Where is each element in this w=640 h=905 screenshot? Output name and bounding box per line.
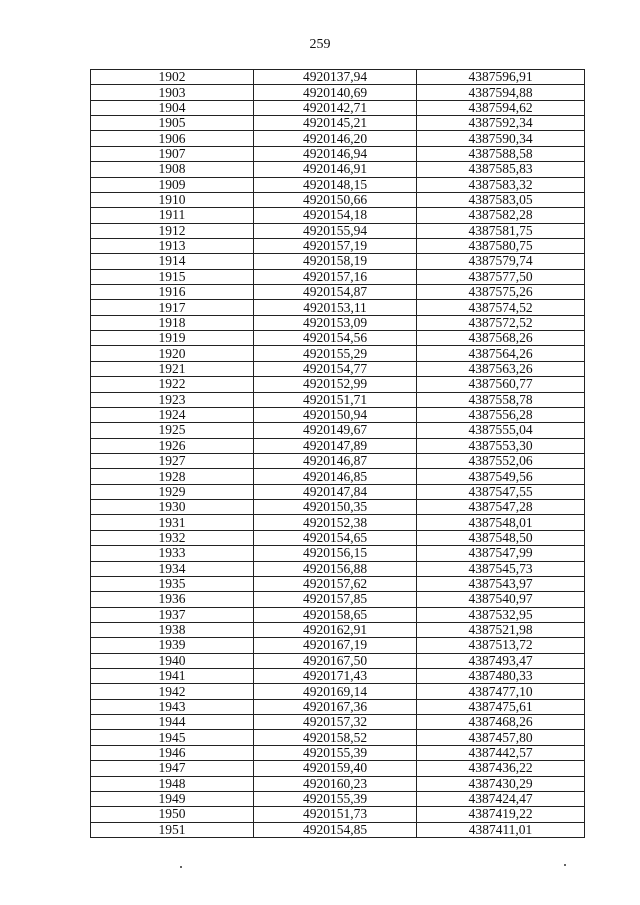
x-coordinate-cell: 4920154,65: [254, 530, 417, 545]
y-coordinate-cell: 4387549,56: [417, 469, 585, 484]
table-row: [91, 684, 585, 699]
scan-dot-mark: [180, 866, 182, 868]
table-row: [91, 85, 585, 100]
table-row: [91, 776, 585, 791]
x-coordinate-cell: 4920150,35: [254, 500, 417, 515]
point-number-cell: 1929: [91, 484, 254, 499]
y-coordinate-cell: 4387547,55: [417, 484, 585, 499]
point-number-cell: 1951: [91, 822, 254, 837]
table-row: [91, 469, 585, 484]
point-number-cell: 1945: [91, 730, 254, 745]
y-coordinate-cell: 4387558,78: [417, 392, 585, 407]
table-row: [91, 699, 585, 714]
table-row: [91, 315, 585, 330]
x-coordinate-cell: 4920159,40: [254, 761, 417, 776]
x-coordinate-cell: 4920149,67: [254, 423, 417, 438]
point-number-cell: 1916: [91, 285, 254, 300]
point-number-cell: 1931: [91, 515, 254, 530]
x-coordinate-cell: 4920155,29: [254, 346, 417, 361]
y-coordinate-cell: 4387547,28: [417, 500, 585, 515]
table-row: [91, 453, 585, 468]
x-coordinate-cell: 4920157,32: [254, 715, 417, 730]
point-number-cell: 1909: [91, 177, 254, 192]
y-coordinate-cell: 4387563,26: [417, 361, 585, 376]
point-number-cell: 1906: [91, 131, 254, 146]
y-coordinate-cell: 4387592,34: [417, 116, 585, 131]
y-coordinate-cell: 4387493,47: [417, 653, 585, 668]
x-coordinate-cell: 4920154,87: [254, 285, 417, 300]
y-coordinate-cell: 4387411,01: [417, 822, 585, 837]
y-coordinate-cell: 4387582,28: [417, 208, 585, 223]
y-coordinate-cell: 4387532,95: [417, 607, 585, 622]
coordinates-table: [90, 69, 585, 838]
y-coordinate-cell: 4387548,01: [417, 515, 585, 530]
x-coordinate-cell: 4920157,19: [254, 238, 417, 253]
y-coordinate-cell: 4387436,22: [417, 761, 585, 776]
point-number-cell: 1927: [91, 453, 254, 468]
x-coordinate-cell: 4920151,71: [254, 392, 417, 407]
point-number-cell: 1907: [91, 146, 254, 161]
table-row: [91, 70, 585, 85]
y-coordinate-cell: 4387564,26: [417, 346, 585, 361]
x-coordinate-cell: 4920150,94: [254, 407, 417, 422]
point-number-cell: 1911: [91, 208, 254, 223]
point-number-cell: 1904: [91, 100, 254, 115]
y-coordinate-cell: 4387594,88: [417, 85, 585, 100]
point-number-cell: 1933: [91, 546, 254, 561]
table-row: [91, 500, 585, 515]
x-coordinate-cell: 4920158,65: [254, 607, 417, 622]
point-number-cell: 1921: [91, 361, 254, 376]
point-number-cell: 1910: [91, 192, 254, 207]
y-coordinate-cell: 4387540,97: [417, 592, 585, 607]
x-coordinate-cell: 4920150,66: [254, 192, 417, 207]
point-number-cell: 1903: [91, 85, 254, 100]
table-row: [91, 484, 585, 499]
table-row: [91, 100, 585, 115]
table-row: [91, 254, 585, 269]
point-number-cell: 1942: [91, 684, 254, 699]
x-coordinate-cell: 4920146,85: [254, 469, 417, 484]
y-coordinate-cell: 4387552,06: [417, 453, 585, 468]
point-number-cell: 1915: [91, 269, 254, 284]
x-coordinate-cell: 4920157,62: [254, 576, 417, 591]
point-number-cell: 1928: [91, 469, 254, 484]
table-row: [91, 392, 585, 407]
y-coordinate-cell: 4387588,58: [417, 146, 585, 161]
point-number-cell: 1950: [91, 807, 254, 822]
x-coordinate-cell: 4920157,85: [254, 592, 417, 607]
table-row: [91, 162, 585, 177]
table-row: [91, 530, 585, 545]
y-coordinate-cell: 4387583,32: [417, 177, 585, 192]
y-coordinate-cell: 4387555,04: [417, 423, 585, 438]
table-row: [91, 592, 585, 607]
table-row: [91, 546, 585, 561]
x-coordinate-cell: 4920146,87: [254, 453, 417, 468]
point-number-cell: 1905: [91, 116, 254, 131]
table-row: [91, 638, 585, 653]
point-number-cell: 1918: [91, 315, 254, 330]
point-number-cell: 1947: [91, 761, 254, 776]
point-number-cell: 1925: [91, 423, 254, 438]
y-coordinate-cell: 4387513,72: [417, 638, 585, 653]
x-coordinate-cell: 4920153,09: [254, 315, 417, 330]
point-number-cell: 1937: [91, 607, 254, 622]
x-coordinate-cell: 4920146,91: [254, 162, 417, 177]
point-number-cell: 1935: [91, 576, 254, 591]
x-coordinate-cell: 4920152,99: [254, 377, 417, 392]
point-number-cell: 1943: [91, 699, 254, 714]
y-coordinate-cell: 4387547,99: [417, 546, 585, 561]
table-row: [91, 192, 585, 207]
x-coordinate-cell: 4920154,18: [254, 208, 417, 223]
y-coordinate-cell: 4387579,74: [417, 254, 585, 269]
point-number-cell: 1932: [91, 530, 254, 545]
table-row: [91, 730, 585, 745]
x-coordinate-cell: 4920145,21: [254, 116, 417, 131]
y-coordinate-cell: 4387477,10: [417, 684, 585, 699]
x-coordinate-cell: 4920146,94: [254, 146, 417, 161]
point-number-cell: 1941: [91, 669, 254, 684]
y-coordinate-cell: 4387480,33: [417, 669, 585, 684]
y-coordinate-cell: 4387585,83: [417, 162, 585, 177]
table-row: [91, 146, 585, 161]
table-row: [91, 177, 585, 192]
y-coordinate-cell: 4387590,34: [417, 131, 585, 146]
x-coordinate-cell: 4920147,84: [254, 484, 417, 499]
x-coordinate-cell: 4920155,94: [254, 223, 417, 238]
point-number-cell: 1946: [91, 745, 254, 760]
point-number-cell: 1939: [91, 638, 254, 653]
table-row: [91, 607, 585, 622]
point-number-cell: 1938: [91, 622, 254, 637]
x-coordinate-cell: 4920171,43: [254, 669, 417, 684]
y-coordinate-cell: 4387475,61: [417, 699, 585, 714]
table-row: [91, 561, 585, 576]
point-number-cell: 1936: [91, 592, 254, 607]
x-coordinate-cell: 4920156,88: [254, 561, 417, 576]
table-row: [91, 653, 585, 668]
y-coordinate-cell: 4387419,22: [417, 807, 585, 822]
x-coordinate-cell: 4920158,19: [254, 254, 417, 269]
table-row: [91, 669, 585, 684]
table-row: [91, 238, 585, 253]
table-row: [91, 622, 585, 637]
x-coordinate-cell: 4920167,36: [254, 699, 417, 714]
point-number-cell: 1908: [91, 162, 254, 177]
table-row: [91, 761, 585, 776]
x-coordinate-cell: 4920160,23: [254, 776, 417, 791]
point-number-cell: 1940: [91, 653, 254, 668]
y-coordinate-cell: 4387583,05: [417, 192, 585, 207]
x-coordinate-cell: 4920156,15: [254, 546, 417, 561]
x-coordinate-cell: 4920158,52: [254, 730, 417, 745]
y-coordinate-cell: 4387430,29: [417, 776, 585, 791]
y-coordinate-cell: 4387424,47: [417, 791, 585, 806]
table-row: [91, 116, 585, 131]
y-coordinate-cell: 4387594,62: [417, 100, 585, 115]
y-coordinate-cell: 4387548,50: [417, 530, 585, 545]
x-coordinate-cell: 4920152,38: [254, 515, 417, 530]
point-number-cell: 1924: [91, 407, 254, 422]
y-coordinate-cell: 4387574,52: [417, 300, 585, 315]
table-row: [91, 361, 585, 376]
x-coordinate-cell: 4920155,39: [254, 791, 417, 806]
x-coordinate-cell: 4920154,77: [254, 361, 417, 376]
y-coordinate-cell: 4387556,28: [417, 407, 585, 422]
point-number-cell: 1913: [91, 238, 254, 253]
point-number-cell: 1914: [91, 254, 254, 269]
y-coordinate-cell: 4387568,26: [417, 331, 585, 346]
x-coordinate-cell: 4920142,71: [254, 100, 417, 115]
y-coordinate-cell: 4387575,26: [417, 285, 585, 300]
y-coordinate-cell: 4387596,91: [417, 70, 585, 85]
x-coordinate-cell: 4920162,91: [254, 622, 417, 637]
table-row: [91, 269, 585, 284]
point-number-cell: 1902: [91, 70, 254, 85]
x-coordinate-cell: 4920154,56: [254, 331, 417, 346]
y-coordinate-cell: 4387580,75: [417, 238, 585, 253]
table-row: [91, 822, 585, 837]
table-row: [91, 377, 585, 392]
point-number-cell: 1948: [91, 776, 254, 791]
table-row: [91, 745, 585, 760]
x-coordinate-cell: 4920169,14: [254, 684, 417, 699]
x-coordinate-cell: 4920167,19: [254, 638, 417, 653]
point-number-cell: 1930: [91, 500, 254, 515]
y-coordinate-cell: 4387577,50: [417, 269, 585, 284]
table-row: [91, 807, 585, 822]
table-row: [91, 223, 585, 238]
y-coordinate-cell: 4387581,75: [417, 223, 585, 238]
table-row: [91, 346, 585, 361]
table-row: [91, 131, 585, 146]
scan-dot-mark: [564, 864, 566, 866]
x-coordinate-cell: 4920146,20: [254, 131, 417, 146]
page-number: 259: [309, 37, 331, 52]
y-coordinate-cell: 4387521,98: [417, 622, 585, 637]
x-coordinate-cell: 4920147,89: [254, 438, 417, 453]
y-coordinate-cell: 4387553,30: [417, 438, 585, 453]
table-row: [91, 438, 585, 453]
point-number-cell: 1934: [91, 561, 254, 576]
x-coordinate-cell: 4920157,16: [254, 269, 417, 284]
table-row: [91, 300, 585, 315]
table-row: [91, 715, 585, 730]
x-coordinate-cell: 4920140,69: [254, 85, 417, 100]
table-row: [91, 576, 585, 591]
table-row: [91, 423, 585, 438]
point-number-cell: 1949: [91, 791, 254, 806]
y-coordinate-cell: 4387468,26: [417, 715, 585, 730]
x-coordinate-cell: 4920167,50: [254, 653, 417, 668]
x-coordinate-cell: 4920151,73: [254, 807, 417, 822]
table-body: [91, 70, 585, 838]
y-coordinate-cell: 4387543,97: [417, 576, 585, 591]
y-coordinate-cell: 4387457,80: [417, 730, 585, 745]
table-row: [91, 331, 585, 346]
point-number-cell: 1944: [91, 715, 254, 730]
y-coordinate-cell: 4387442,57: [417, 745, 585, 760]
table-row: [91, 208, 585, 223]
x-coordinate-cell: 4920155,39: [254, 745, 417, 760]
x-coordinate-cell: 4920148,15: [254, 177, 417, 192]
table-row: [91, 407, 585, 422]
point-number-cell: 1919: [91, 331, 254, 346]
point-number-cell: 1912: [91, 223, 254, 238]
y-coordinate-cell: 4387560,77: [417, 377, 585, 392]
point-number-cell: 1917: [91, 300, 254, 315]
point-number-cell: 1923: [91, 392, 254, 407]
table-row: [91, 791, 585, 806]
y-coordinate-cell: 4387545,73: [417, 561, 585, 576]
table-row: [91, 515, 585, 530]
point-number-cell: 1926: [91, 438, 254, 453]
x-coordinate-cell: 4920153,11: [254, 300, 417, 315]
table-row: [91, 285, 585, 300]
x-coordinate-cell: 4920154,85: [254, 822, 417, 837]
point-number-cell: 1922: [91, 377, 254, 392]
y-coordinate-cell: 4387572,52: [417, 315, 585, 330]
x-coordinate-cell: 4920137,94: [254, 70, 417, 85]
point-number-cell: 1920: [91, 346, 254, 361]
